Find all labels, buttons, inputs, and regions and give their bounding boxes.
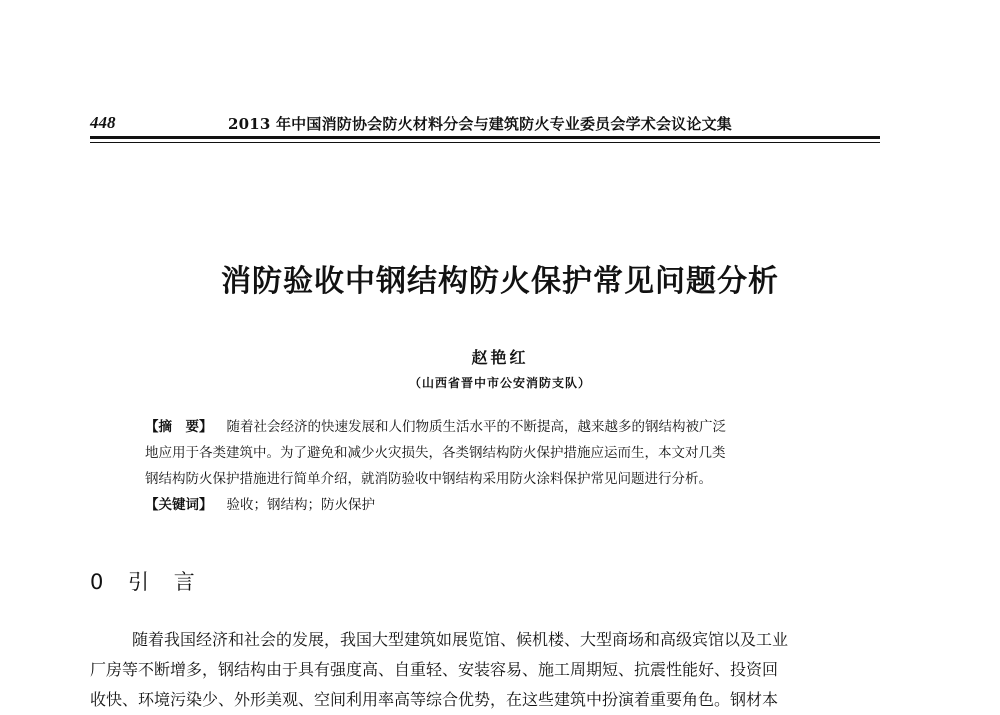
- header-rule-thick: [90, 136, 880, 139]
- abstract-line: 地应用于各类建筑中。为了避免和减少火灾损失，各类钢结构防火保护措施应运而生，本文对几类: [145, 445, 726, 461]
- paper-title: 消防验收中钢结构防火保护常见问题分析: [221, 264, 779, 299]
- section-heading: 0 引 言: [90, 570, 204, 594]
- abstract: [145, 414, 845, 492]
- abstract-label: 【摘 要】: [145, 419, 213, 435]
- keywords-text: 验收；钢结构；防火保护: [226, 497, 375, 513]
- running-header: 2013 年中国消防协会防火材料分会与建筑防火专业委员会学术会议论文集: [228, 115, 732, 133]
- paragraph-line: 随着我国经济和社会的发展，我国大型建筑如展览馆、候机楼、大型商场和高级宾馆以及工业: [132, 630, 789, 649]
- body-paragraph: [90, 625, 890, 715]
- author-name: 赵艳红: [471, 348, 529, 367]
- abstract-line: 钢结构防火保护措施进行简单介绍，就消防验收中钢结构采用防火涂料保护常见问题进行分析。: [145, 471, 712, 487]
- header-rule-thin: [90, 142, 880, 143]
- abstract-line: [145, 414, 845, 440]
- paragraph-line: 收快、环境污染少、外形美观、空间利用率高等综合优势，在这些建筑中扮演着重要角色。钢材本: [90, 690, 779, 709]
- author-affiliation: （山西省晋中市公安消防支队）: [408, 376, 591, 390]
- abstract-text: 随着社会经济的快速发展和人们物质生活水平的不断提高，越来越多的钢结构被广泛: [226, 419, 726, 435]
- page-number: 448: [90, 113, 116, 132]
- paragraph-line: 厂房等不断增多，钢结构由于具有强度高、自重轻、安装容易、施工周期短、抗震性能好、投资回: [90, 660, 779, 679]
- keywords: [145, 492, 845, 518]
- keywords-label: 【关键词】: [145, 497, 213, 513]
